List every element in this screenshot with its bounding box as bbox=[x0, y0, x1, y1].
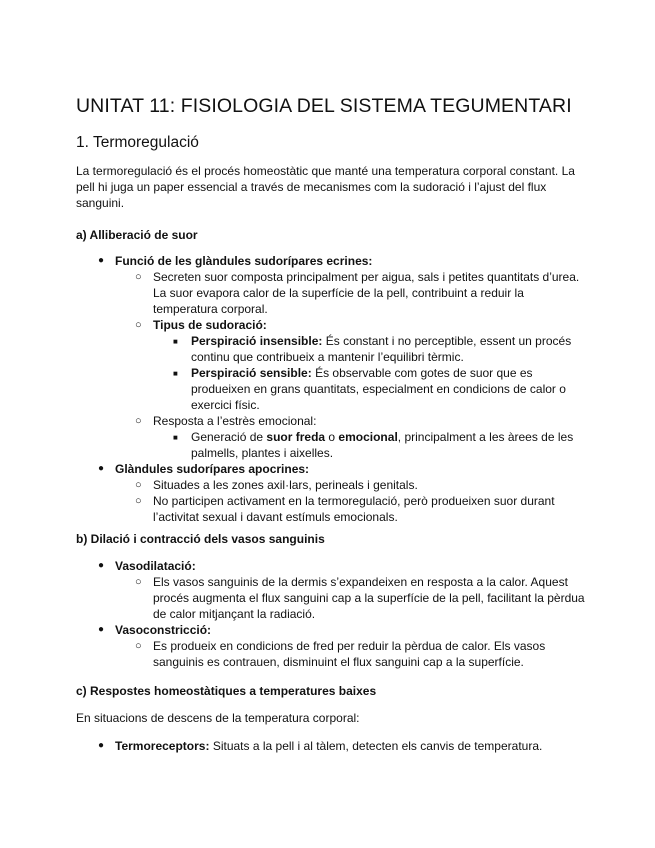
bullet-icon: ○ bbox=[135, 495, 142, 507]
bullet-icon: ● bbox=[98, 560, 105, 571]
item-text: Es produeix en condicions de fred per reduir la pèrdua de calor. Els vasos sanguinis es contrauen, disminuint el flux sanguini cap a la superfície. bbox=[153, 639, 546, 669]
subheading-c: c) Respostes homeostàtiques a temperatures baixes bbox=[76, 684, 377, 698]
list-item bbox=[76, 461, 586, 525]
subsection-intro: En situacions de descens de la temperatura corporal: bbox=[76, 711, 360, 725]
term-text: Situats a la pell i al tàlem, detecten els canvis de temperatura. bbox=[209, 739, 543, 753]
document-title: UNITAT 11: FISIOLOGIA DEL SISTEMA TEGUMENTARI bbox=[76, 95, 572, 117]
item-text: Resposta a l’estrès emocional: bbox=[153, 414, 317, 428]
list-item bbox=[153, 333, 586, 365]
term-label: Perspiració insensible: bbox=[191, 334, 323, 348]
list-item bbox=[76, 738, 586, 754]
subheading-b: b) Dilació i contracció dels vasos sanguinis bbox=[76, 532, 325, 546]
list-item bbox=[153, 429, 586, 461]
list-c bbox=[76, 738, 586, 754]
bullet-icon: ○ bbox=[135, 576, 142, 588]
item-text: Els vasos sanguinis de la dermis s’expandeixen en resposta a la calor. Aquest procés augmenta el flux sanguini cap a la superfície de la pell, facilitant la pèrdua de calor mitjançant la radiació. bbox=[153, 575, 585, 621]
term-label: Perspiració sensible: bbox=[191, 366, 312, 380]
bullet-icon: ● bbox=[98, 255, 105, 266]
list-item bbox=[115, 413, 586, 461]
list-item bbox=[76, 622, 586, 670]
list-b bbox=[76, 558, 586, 670]
item-text: Secreten suor composta principalment per aigua, sals i petites quantitats d’urea. La suor evapora calor de la superfície de la pell, contribuint a reduir la temperatura corporal. bbox=[153, 270, 580, 316]
term-label: Termoreceptors: bbox=[115, 739, 210, 753]
list-item bbox=[76, 558, 586, 622]
bullet-icon: ○ bbox=[135, 640, 142, 652]
item-text: o bbox=[325, 430, 339, 444]
list-item bbox=[115, 638, 586, 670]
bullet-icon: ● bbox=[98, 463, 105, 474]
bullet-icon: ● bbox=[98, 740, 105, 751]
list-item bbox=[153, 365, 586, 413]
emphasis-text: emocional bbox=[338, 430, 398, 444]
term-text: És observable com gotes de suor que es produeixen en grans quantitats, especialment en condicions de calor o exercici físic. bbox=[191, 366, 566, 412]
bullet-icon: ○ bbox=[135, 479, 142, 491]
item-text: , principalment a les àrees de les palmells, plantes i aixelles. bbox=[191, 430, 574, 460]
subheading-a: a) Alliberació de suor bbox=[76, 228, 198, 242]
list-item bbox=[115, 317, 586, 413]
bullet-icon: ○ bbox=[135, 319, 142, 331]
item-title: Tipus de sudoració: bbox=[153, 318, 267, 332]
emphasis-text: suor freda bbox=[266, 430, 326, 444]
item-text: Generació de bbox=[191, 430, 267, 444]
list-item bbox=[115, 493, 586, 525]
section-heading-termoregulacio: 1. Termoregulació bbox=[76, 134, 199, 151]
list-item bbox=[76, 253, 586, 461]
list-item bbox=[115, 574, 586, 622]
term-text: És constant i no perceptible, essent un procés continu que contribueix a mantenir l’equilibri tèrmic. bbox=[191, 334, 572, 364]
item-text: Situades a les zones axil·lars, perineals i genitals. bbox=[153, 478, 418, 492]
item-text: No participen activament en la termoregulació, però produeixen suor durant l’activitat sexual i davant estímuls emocionals. bbox=[153, 494, 555, 524]
list-a bbox=[76, 253, 586, 525]
bullet-icon: ○ bbox=[135, 271, 142, 283]
list-item bbox=[115, 269, 586, 317]
section-intro-paragraph: La termoregulació és el procés homeostàtic que manté una temperatura corporal constant. La pell hi juga un paper essencial a través de mecanismes com la sudoració i l’ajust del flux sanguini. bbox=[76, 164, 575, 210]
list-item bbox=[115, 477, 586, 493]
bullet-icon: ■ bbox=[173, 433, 178, 442]
item-title: Funció de les glàndules sudorípares ecrines: bbox=[115, 254, 373, 268]
bullet-icon: ○ bbox=[135, 415, 142, 427]
bullet-icon: ■ bbox=[173, 337, 178, 346]
bullet-icon: ■ bbox=[173, 369, 178, 378]
item-title: Glàndules sudorípares apocrines: bbox=[115, 462, 310, 476]
item-title: Vasodilatació: bbox=[115, 559, 196, 573]
item-title: Vasoconstricció: bbox=[115, 623, 212, 637]
bullet-icon: ● bbox=[98, 624, 105, 635]
